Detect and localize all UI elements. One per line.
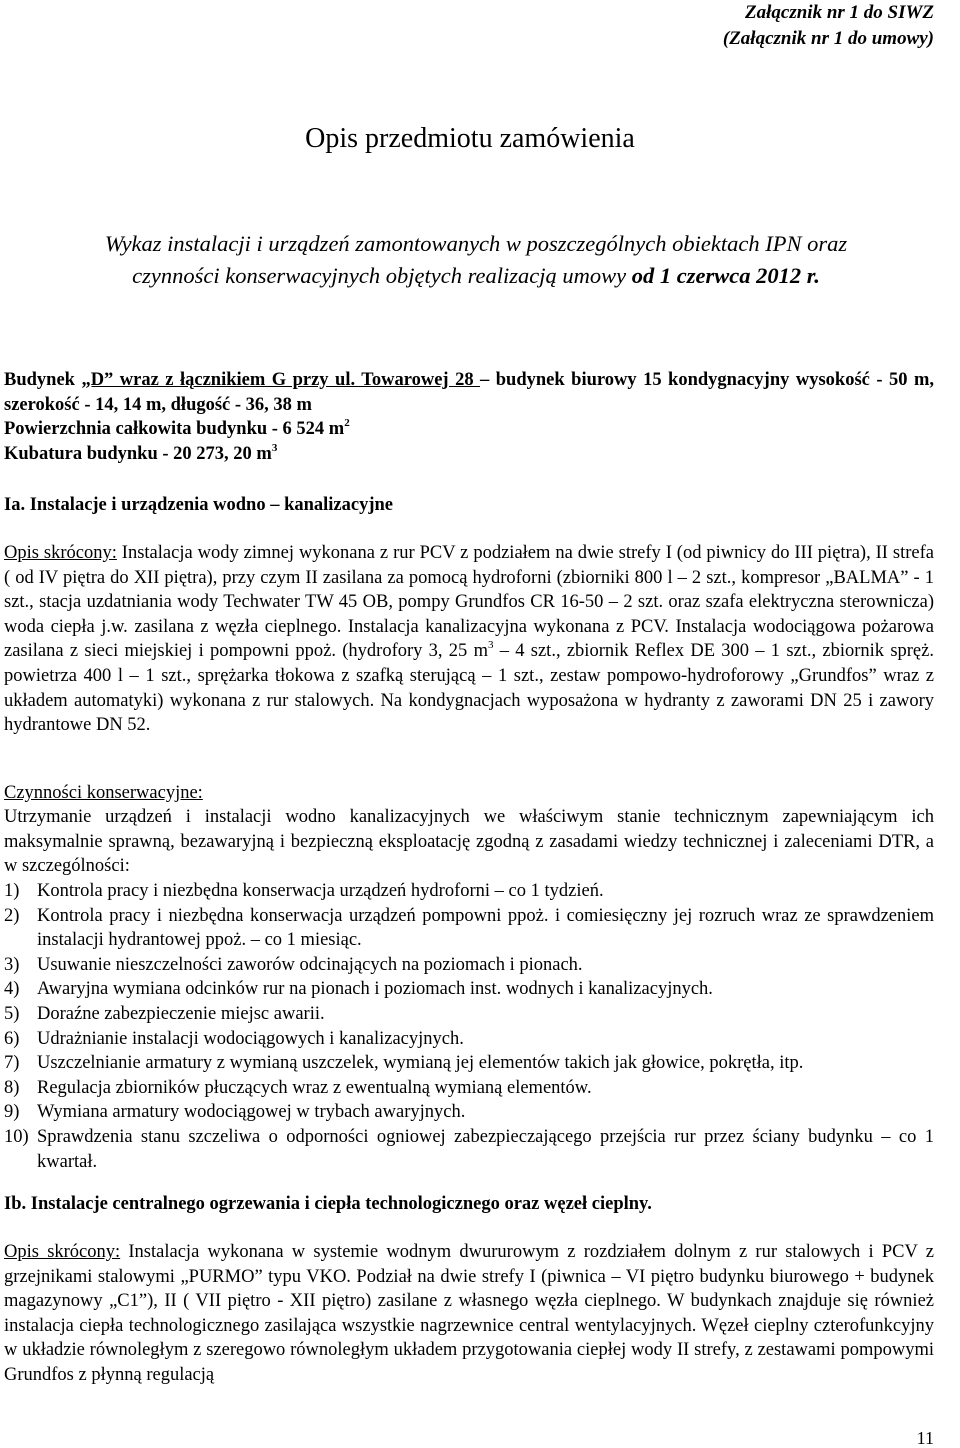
building-volume-sup: 3 [271, 441, 278, 454]
list-item [4, 1002, 934, 1027]
list-item-number: 3) [4, 954, 20, 975]
list-item [4, 1076, 934, 1101]
subtitle-date: od 1 czerwca 2012 r. [631, 263, 820, 288]
list-item-number: 6) [4, 1028, 20, 1049]
section-ib-heading: Ib. Instalacje centralnego ogrzewania i ciepła technologicznego oraz węzeł cieplny. [4, 1194, 652, 1214]
section-ia-summary-text-a: Instalacja wody zimnej wykonana z rur PCV z podziałem na dwie strefy I (od piwnicy do III piętra), II strefa ( od IV piętra do XII piętra), przy czym II zasilana za pomocą hydroforni (zbiorniki 800 l – 2 szt., kompresor „BALMA” - 1 szt., stacja uzdatniania wody Techwater TW 45 OB, pompy Grundfos CR 16-50 – 2 szt. oraz szafa elektryczna sterownicza) woda ciepła j.w. zasilana z węzła cieplnego. Instalacja kanalizacyjna wykonana z PCV. Instalacja wodociągowa pożarowa zasilana z sieci miejskiej i pompowni ppoż. (hydrofory 3, 25 m [4, 543, 934, 662]
list-item-text: Udrażnianie instalacji wodociągowych i kanalizacyjnych. [37, 1028, 464, 1049]
list-item-number: 4) [4, 979, 20, 1000]
section-ia-summary-label: Opis skrócony: [4, 543, 117, 563]
list-item-text: Regulacja zbiorników płuczących wraz z ewentualną wymianą elementów. [37, 1077, 592, 1098]
section-ia-summary [4, 541, 934, 738]
building-area-sup: 2 [344, 417, 350, 430]
list-item-text: Usuwanie nieszczelności zaworów odcinających na poziomach i pionach. [37, 954, 583, 975]
subtitle-line-2 [26, 260, 926, 292]
list-item [4, 1051, 934, 1076]
list-item-text: Uszczelnianie armatury z wymianą uszczelek, wymianą jej elementów takich jak głowice, pokrętła, itp. [37, 1053, 804, 1074]
annex-line-1: Załącznik nr 1 do SIWZ [745, 2, 934, 23]
section-ia-maintenance-label [4, 781, 934, 806]
list-item-number: 10) [4, 1126, 29, 1147]
annex-header [723, 0, 934, 52]
section-ia-maintenance-list [4, 879, 934, 1174]
building-info [4, 368, 934, 466]
list-item-text: Wymiana armatury wodociągowej w trybach awaryjnych. [37, 1102, 466, 1123]
building-area [4, 417, 934, 442]
maintenance-label: Czynności konserwacyjne: [4, 783, 203, 803]
document-subtitle [26, 228, 926, 292]
list-item-number: 5) [4, 1003, 20, 1024]
building-name-prefix: Budynek [4, 370, 82, 390]
list-item-text: Kontrola pracy i niezbędna konserwacja urządzeń hydroforni – co 1 tydzień. [37, 881, 604, 901]
list-item-number: 9) [4, 1102, 20, 1123]
list-item [4, 977, 934, 1002]
list-item [4, 953, 934, 978]
document-title: Opis przedmiotu zamówienia [305, 123, 635, 154]
section-ia-heading: Ia. Instalacje i urządzenia wodno – kanalizacyjne [4, 495, 394, 515]
section-ib-summary-text: Instalacja wykonana w systemie wodnym dwururowym z rozdziałem dolnym z rur stalowych i PCV z grzejnikami stalowymi „PURMO” typu VKO. Podział na dwie strefy I (piwnica – VI piętro budynku biurowego + budynek magazynowy „C1”), II ( VII piętro - XII piętro) zasilane z własnego węzła cieplnego. W budynkach znajduje się również instalacja ciepła technologicznego zasilająca wszystkie nagrzewnice central wentylacyjnych. Węzeł cieplny czterofunkcyjny w układzie równoległym z szeregowo równoległym układem przygotowania ciepłej wody II strefy, z zestawami pompowymi Grundfos z płynną regulacją [4, 1242, 934, 1385]
section-ib-summary [4, 1240, 934, 1388]
section-ia-summary-sup: 3 [487, 639, 494, 652]
list-item-text: Awaryjna wymiana odcinków rur na pionach i poziomach inst. wodnych i kanalizacyjnych. [37, 979, 713, 1000]
building-name [4, 368, 934, 417]
list-item [4, 879, 934, 904]
list-item-number: 8) [4, 1077, 20, 1098]
subtitle-line-1: Wykaz instalacji i urządzeń zamontowanych w poszczególnych obiektach IPN oraz [104, 231, 848, 256]
list-item-text: Sprawdzenia stanu szczeliwa o odporności ogniowej zabezpieczającego przejścia rur przez ściany budynku – co 1 kwartał. [37, 1126, 934, 1172]
building-address: „D” wraz z łącznikiem G przy ul. Towarowej 28 [81, 370, 481, 390]
list-item [4, 1125, 934, 1174]
list-item [4, 904, 934, 953]
section-ia-summary-text-b: – 4 szt., zbiornik Reflex DE 300 – 1 szt., zbiornik spręż. powietrza 400 l – 1 szt., sprężarka tłokowa z szafką sterującą – 1 szt., zestaw pompowo-hydroforowy „Grundfos” wraz z układem automatyki) wykonana z rur stalowych. Na kondygnacjach wyposażona w hydranty z zaworami DN 25 i zawory hydrantowe DN 52. [4, 641, 934, 736]
list-item-number: 7) [4, 1053, 20, 1074]
page-number: 11 [916, 1428, 934, 1448]
list-item-text: Kontrola pracy i niezbędna konserwacja urządzeń pompowni ppoż. i comiesięczny jej rozruch wraz ze sprawdzeniem instalacji hydrantowej ppoż. – co 1 miesiąc. [37, 905, 934, 951]
list-item [4, 1100, 934, 1125]
building-volume-label: Kubatura budynku - 20 273, 20 m [4, 443, 272, 464]
section-ib-summary-label: Opis skrócony: [4, 1242, 121, 1262]
list-item-number: 2) [4, 905, 20, 926]
annex-line-2: (Załącznik nr 1 do umowy) [722, 28, 934, 49]
subtitle-line-2-text: czynności konserwacyjnych objętych realizacją umowy [132, 263, 632, 288]
building-area-label: Powierzchnia całkowita budynku - 6 524 m [4, 419, 345, 440]
list-item-number: 1) [4, 881, 20, 901]
list-item-text: Doraźne zabezpieczenie miejsc awarii. [37, 1003, 325, 1024]
building-volume [4, 442, 934, 467]
section-ia-maintenance-intro: Utrzymanie urządzeń i instalacji wodno kanalizacyjnych we właściwym stanie technicznym zapewniającym ich maksymalnie sprawną, bezawaryjną i bezpieczną eksploatację zgodną z zasadami wiedzy technicznej i zaleceniami DTR, a w szczególności: [4, 807, 934, 877]
list-item [4, 1027, 934, 1052]
building-dimensions: – budynek biurowy 15 kondygnacyjny wysokość - 50 m, szerokość - 14, 14 m, długość - 36, 38 m [4, 370, 934, 415]
